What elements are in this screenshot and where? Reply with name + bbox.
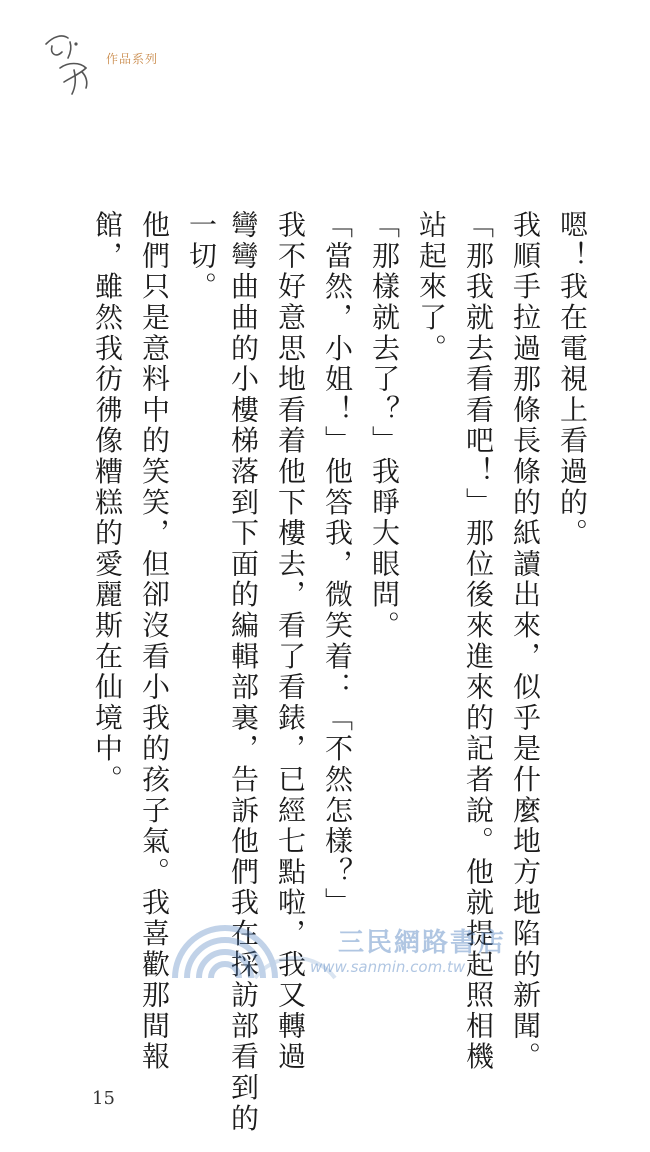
text-column-4: 站起來了。 bbox=[415, 210, 448, 364]
text-column-5: 「那樣就去了？」我睜大眼問。 bbox=[368, 210, 401, 642]
watermark-title: 三民網路書店 bbox=[338, 928, 507, 958]
text-column-1: 嗯！我在電視上看過的。 bbox=[556, 210, 589, 549]
author-signature-logo bbox=[40, 22, 100, 100]
text-column-3: 「那我就去看看吧！」那位後來進來的記者說。他就提起照相機 bbox=[462, 210, 495, 1073]
text-column-11: 館，雖然我彷彿像糟糕的愛麗斯在仙境中。 bbox=[91, 210, 124, 796]
text-column-9: 一切。 bbox=[185, 210, 218, 303]
series-label: 作品系列 bbox=[106, 52, 159, 66]
text-column-10: 他們只是意料中的笑笑，但卻沒看小我的孩子氣。我喜歡那間報 bbox=[138, 210, 171, 1073]
text-column-2: 我順手拉過那條長條的紙讀出來，似乎是什麼地方地陷的新聞。 bbox=[509, 210, 542, 1073]
text-column-8: 彎彎曲曲的小樓梯落到下面的編輯部裏，告訴他們我在採訪部看到的 bbox=[227, 210, 260, 1134]
text-column-6: 「當然，小姐！」他答我，微笑着：「不然怎樣？」 bbox=[321, 210, 354, 919]
watermark-url: www.sanmin.com.tw bbox=[310, 958, 466, 976]
page-number: 15 bbox=[92, 1088, 115, 1109]
text-column-7: 我不好意思地看着他下樓去，看了看錶，已經七點啦，我又轉過 bbox=[274, 210, 307, 1073]
